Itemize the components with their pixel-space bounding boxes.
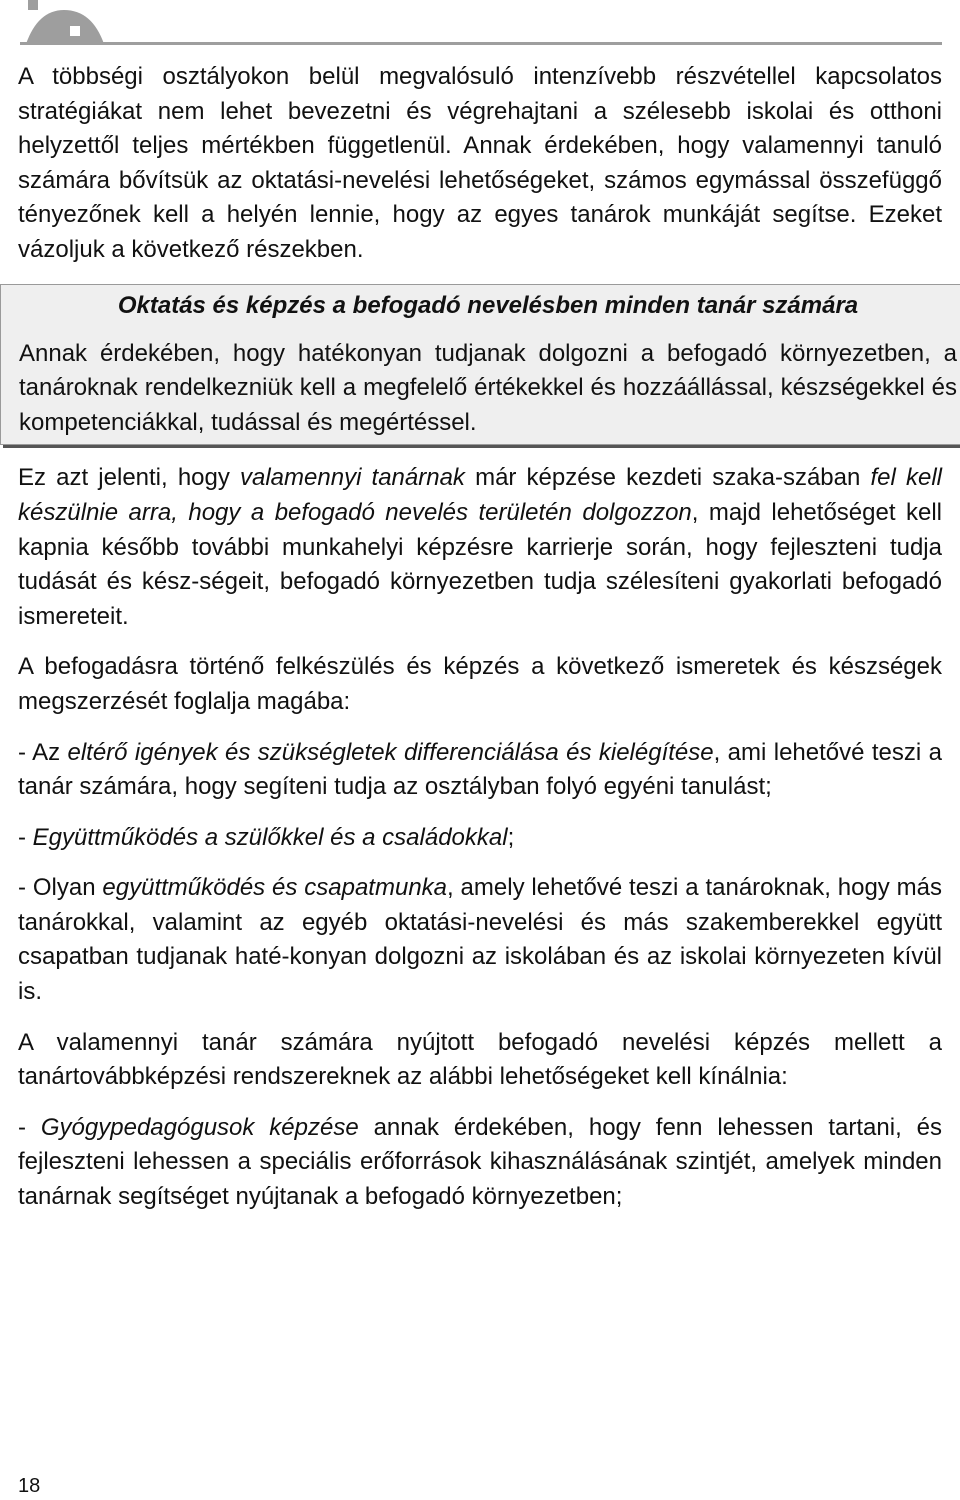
emphasis: együttműködés és csapatmunka xyxy=(102,874,448,902)
text-run: - xyxy=(18,1113,41,1141)
text-run: , majd lehetőséget kell kapnia később további munkahelyi képzésre karrierje során, hogy fejleszteni tudja tudását és kész-ségeit, befogadó környezetben tudja szélesíteni gyakorlati befogadó ismereteit. xyxy=(18,498,942,630)
header-tab-notch xyxy=(70,26,80,36)
text-run: - Olyan xyxy=(18,874,103,902)
list-item-differentiation xyxy=(18,736,942,805)
emphasis: valamennyi tanárnak xyxy=(240,464,465,492)
header-rule xyxy=(20,42,942,45)
text-run: - xyxy=(18,823,33,851)
emphasis: Együttműködés a szülőkkel és a családokkal xyxy=(32,823,508,851)
paragraph-preparation: A befogadásra történő felkészülés és képzés a következő ismeretek és készségek megszerzését foglalja magába: xyxy=(18,653,942,715)
list-item-special-educators xyxy=(18,1111,942,1215)
text-run: Ez azt jelenti, hogy xyxy=(18,464,240,492)
emphasis: fel kell készülnie arra, hogy a befogadó nevelés területén dolgozzon xyxy=(18,464,942,526)
callout-title: Oktatás és képzés a befogadó nevelésben minden tanár számára xyxy=(117,291,859,319)
page-number: 18 xyxy=(18,1475,41,1497)
emphasis: eltérő igények és szükségletek differenciálása és kielégítése xyxy=(67,738,714,766)
header-tab-shape xyxy=(26,10,104,44)
paragraph-further-training: A valamennyi tanár számára nyújtott befogadó nevelési képzés mellett a tanártovábbképzési rendszereknek az alábbi lehetőségeket kell kínálnia: xyxy=(18,1028,942,1091)
text-run: annak érdekében, hogy fenn lehessen tartani, és fejleszteni lehessen a speciális erőforrások kihasználásának szintjét, amelyek minden tanárnak segítséget nyújtanak a befogadó környezetben; xyxy=(18,1113,942,1211)
text-run: , amely lehetővé teszi a tanároknak, hogy más tanárokkal, valamint az egyéb oktatási-nevelési és más szakemberekkel együtt csapatban tudjanak haté-konyan dolgozni az iskolában és az iskolai környezeten kívül is. xyxy=(18,874,942,1006)
header-decoration xyxy=(0,0,960,50)
list-item-parents xyxy=(18,821,942,856)
paragraph-teacher-training xyxy=(18,461,942,634)
callout-box xyxy=(0,284,960,446)
page-content xyxy=(18,60,957,1215)
emphasis: Gyógypedagógusok képzése xyxy=(40,1113,359,1141)
text-run: már képzése kezdeti szaka-szában xyxy=(464,464,871,492)
intro-paragraph: A többségi osztályokon belül megvalósuló intenzívebb részvétellel kapcsolatos stratégiákat nem lehet bevezetni és végrehajtani a szélesebb iskolai és otthoni helyzettől teljes mértékben függetlenül. Annak érdekében, hogy valamennyi tanuló számára bővítsük az oktatási-nevelési lehetőségeket, számos egymással összefüggő tényezőnek kell a helyén lennie, hogy az egyes tanárok munkáját segítse. Ezeket vázoljuk a következő részekben. xyxy=(18,63,942,263)
header-corner-square-icon xyxy=(28,0,38,10)
list-item-teamwork xyxy=(18,871,942,1009)
text-run: - Az xyxy=(18,738,68,766)
text-run: ; xyxy=(507,823,515,851)
text-run: , ami lehetővé teszi a tanár számára, hogy segíteni tudja az osztályban folyó egyéni tanulást; xyxy=(18,738,942,801)
callout-body: Annak érdekében, hogy hatékonyan tudjanak dolgozni a befogadó környezetben, a tanároknak rendelkezniük kell a megfelelő értékekkel és hozzáállással, készségekkel és kompetenciákkal, tudással és megértéssel. xyxy=(19,339,957,436)
